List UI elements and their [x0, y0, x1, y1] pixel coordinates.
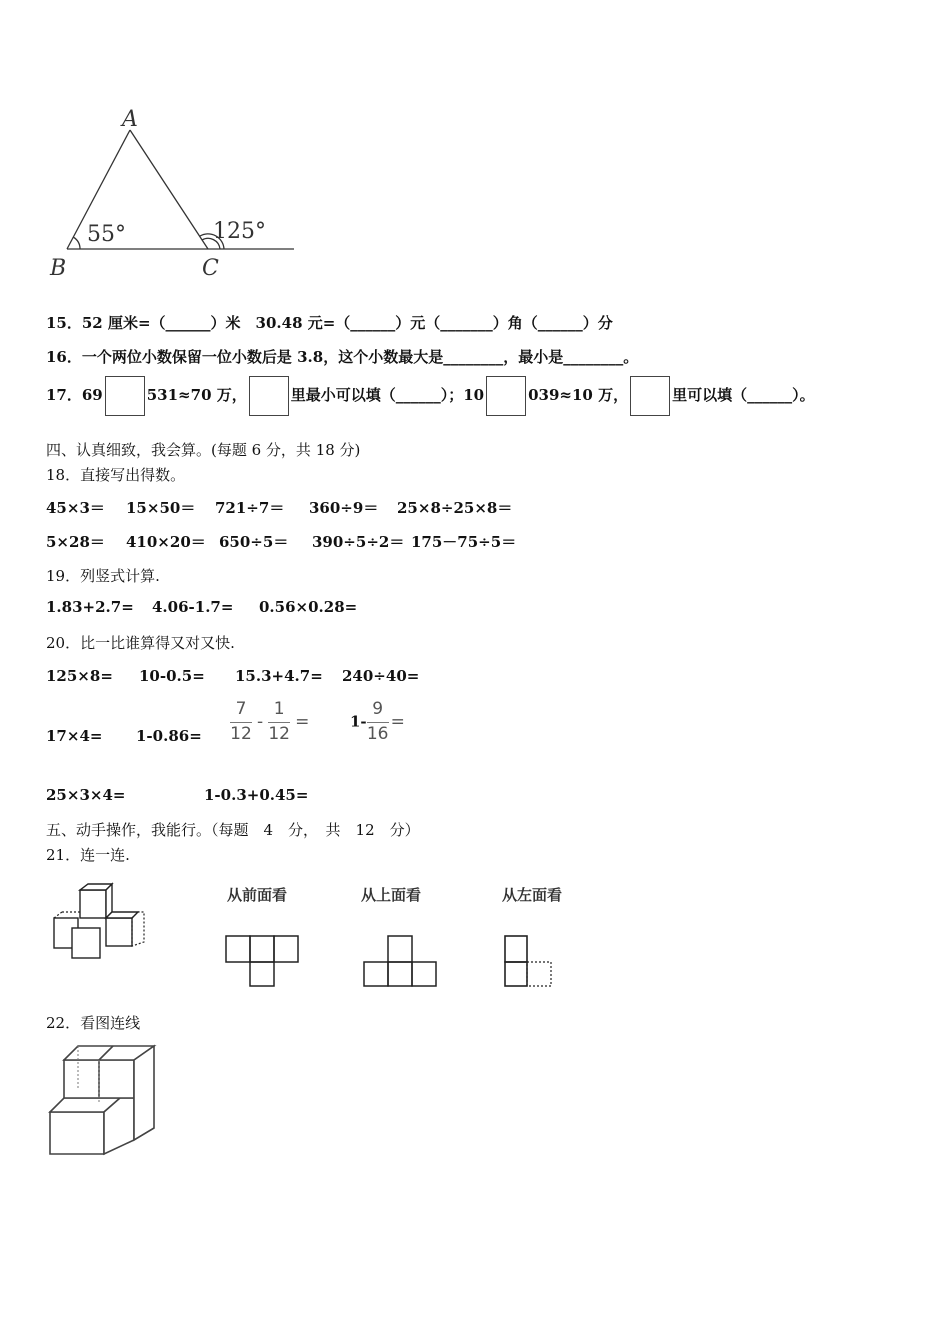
vertex-b-label: B	[50, 256, 67, 281]
q20-item-4: 240÷40=	[342, 667, 420, 685]
q18-item-9: 390÷5÷2＝	[312, 533, 405, 551]
fraction-1-12	[268, 700, 290, 744]
question-21-title: 21．连一连.	[46, 846, 130, 864]
question-15: 15．52 厘米=（______）米 30.48 元=（______）元（_______）角（______）分	[46, 314, 613, 332]
minus-sign: -	[257, 711, 264, 732]
q18-item-2: 15×50＝	[126, 499, 196, 517]
q19-item-1: 1.83+2.7=	[46, 598, 134, 616]
q18-item-4: 360÷9＝	[309, 499, 379, 517]
q22-cube-figure	[46, 1042, 158, 1160]
frac1-denominator: 12	[230, 723, 252, 744]
section-5-title: 五、动手操作，我能行。（每题 4 分， 共 12 分）	[46, 821, 420, 839]
blank-box-3[interactable]	[486, 376, 526, 416]
frac1-numerator: 7	[235, 699, 247, 719]
frac3-bar	[367, 722, 389, 723]
q18-item-1: 45×3＝	[46, 499, 105, 517]
q17-part4: 里可以填（______）。	[672, 386, 815, 404]
q19-item-2: 4.06-1.7=	[152, 598, 234, 616]
triangle-figure	[40, 100, 310, 285]
q17-num: 17．69	[46, 386, 103, 404]
equals-sign: =	[295, 711, 310, 732]
q18-item-3: 721÷7＝	[215, 499, 285, 517]
fraction-7-12	[230, 700, 252, 744]
question-17	[46, 376, 815, 416]
frac3-denominator: 16	[366, 723, 389, 744]
q20-one-minus-expression	[350, 700, 410, 744]
one-minus: 1-	[350, 712, 367, 731]
question-18-title: 18．直接写出得数。	[46, 466, 186, 484]
q20-fraction-expression	[230, 700, 314, 744]
vertex-c-label: C	[202, 256, 219, 281]
fraction-9-16	[367, 700, 389, 744]
blank-box-4[interactable]	[630, 376, 670, 416]
angle-b-label: 55°	[87, 222, 126, 247]
q20-item-6: 1-0.86=	[136, 727, 202, 745]
view-top-label: 从上面看	[361, 886, 422, 904]
frac2-bar	[268, 722, 290, 723]
equals-sign-2: =	[390, 711, 405, 732]
q17-part1: 531≈70 万，	[146, 386, 247, 404]
left-view-shape[interactable]	[501, 932, 559, 990]
question-19-title: 19．列竖式计算.	[46, 567, 160, 585]
q20-item-5: 17×4=	[46, 727, 103, 745]
angle-ext-label: 125°	[213, 219, 266, 244]
blank-box-1[interactable]	[105, 376, 145, 416]
view-front-label: 从前面看	[227, 886, 288, 904]
blank-box-2[interactable]	[249, 376, 289, 416]
q18-item-8: 650÷5＝	[219, 533, 289, 551]
q18-item-5: 25×8÷25×8＝	[397, 499, 513, 517]
frac2-numerator: 1	[273, 699, 285, 719]
q20-item-2: 10-0.5=	[139, 667, 205, 685]
q18-item-7: 410×20＝	[126, 533, 206, 551]
section-4-title: 四、认真细致，我会算。(每题 6 分，共 18 分)	[46, 441, 361, 459]
q18-item-6: 5×28＝	[46, 533, 105, 551]
question-16: 16．一个两位小数保留一位小数后是 3.8，这个小数最大是________，最小是________。	[46, 348, 639, 366]
q17-part3: 039≈10 万，	[528, 386, 629, 404]
q20-item-7: 25×3×4=	[46, 786, 126, 804]
q21-cube-figure	[48, 882, 158, 962]
frac2-denominator: 12	[268, 723, 290, 744]
top-view-shape[interactable]	[360, 932, 442, 990]
frac1-bar	[230, 722, 252, 723]
frac3-numerator: 9	[372, 699, 384, 719]
vertex-a-label: A	[122, 107, 138, 132]
question-20-title: 20．比一比谁算得又对又快.	[46, 634, 235, 652]
q20-item-3: 15.3+4.7=	[235, 667, 323, 685]
front-view-shape[interactable]	[222, 932, 302, 990]
q19-item-3: 0.56×0.28=	[259, 598, 358, 616]
question-22-title: 22．看图连线	[46, 1014, 141, 1032]
q20-item-8: 1-0.3+0.45=	[204, 786, 309, 804]
view-left-label: 从左面看	[502, 886, 563, 904]
q20-item-1: 125×8=	[46, 667, 113, 685]
q18-item-10: 175－75÷5＝	[411, 533, 517, 551]
q17-part2: 里最小可以填（______）；10	[290, 386, 485, 404]
